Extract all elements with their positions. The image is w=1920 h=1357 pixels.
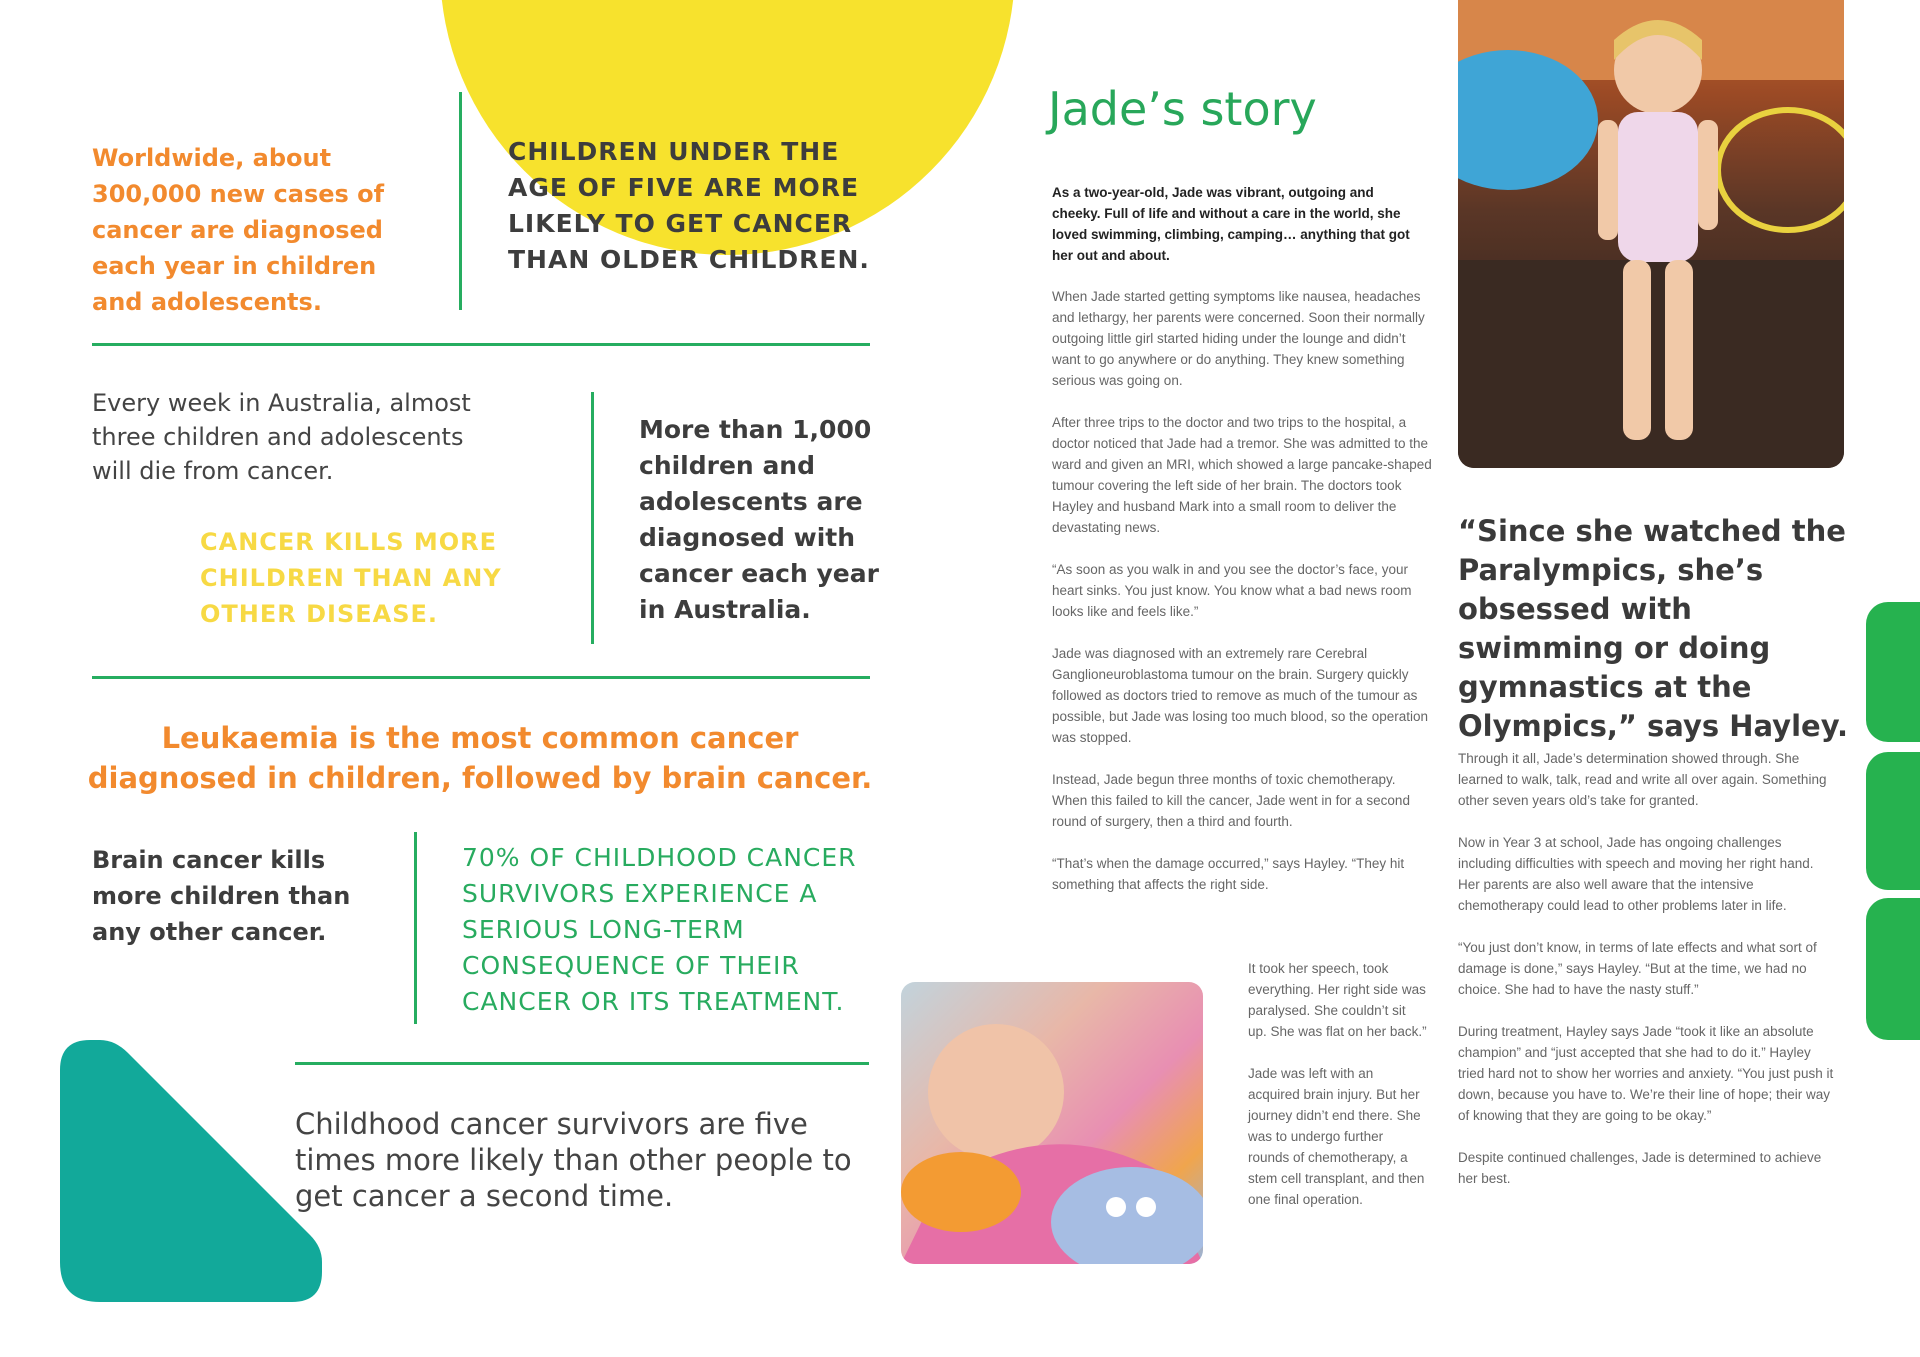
divider-vertical-2 [591,392,594,644]
story-column-2 [1248,958,1428,1231]
story-title: Jade’s story [1048,82,1317,136]
side-tab-3 [1866,898,1920,1040]
story-paragraph: Jade was diagnosed with an extremely rare Cerebral Ganglioneuroblastoma tumour on the brain. Surgery quickly followed as doctors tried to remove as much of the tumour as possible, but Jade was losing too much blood, so the operation was stopped. [1052,646,1428,745]
divider-horizontal-3 [295,1062,869,1065]
photo-jade-hospital [901,982,1203,1264]
story-paragraph: “As soon as you walk in and you see the doctor’s face, your heart sinks. You just know. You know what a bad news room looks like and feels like.” [1052,562,1412,619]
stat-brain-cancer: Brain cancer kills more children than any other cancer. [92,846,351,946]
stat-seventy-percent: 70% OF CHILDHOOD CANCER SURVIVORS EXPERIENCE A SERIOUS LONG-TERM CONSEQUENCE OF THEIR CANCER OR ITS TREATMENT. [462,843,857,1016]
story-column-3 [1458,748,1838,1210]
stat-under-five: CHILDREN UNDER THE AGE OF FIVE ARE MORE LIKELY TO GET CANCER THAN OLDER CHILDREN. [508,137,870,274]
teal-triangle-decoration [60,1040,322,1302]
divider-vertical-1 [459,92,462,310]
story-paragraph: After three trips to the doctor and two trips to the hospital, a doctor noticed that Jade had a tremor. She was admitted to the ward and given an MRI, which showed a large pancake-shaped tumour covering the left side of her brain. The doctors took Hayley and husband Mark into a small room to deliver the devastating news. [1052,415,1432,535]
story-intro: As a two-year-old, Jade was vibrant, outgoing and cheeky. Full of life and without a care in the world, she loved swimming, climbing, camping… anything that got her out and about. [1052,185,1410,263]
divider-horizontal-2 [92,676,870,679]
photo-jade-standing [1458,0,1844,468]
stat-leukaemia: Leukaemia is the most common cancer diagnosed in children, followed by brain cancer. [87,721,873,795]
photo-jade-hospital-illustration [901,982,1203,1264]
story-paragraph: Jade was left with an acquired brain injury. But her journey didn’t end there. She was to undergo further rounds of chemotherapy, a stem cell transplant, and then one final operation. [1248,1066,1425,1207]
story-paragraph: It took her speech, took everything. Her right side was paralysed. She couldn’t sit up. She was flat on her back.” [1248,961,1427,1039]
stat-survivors-second-time: Childhood cancer survivors are five times more likely than other people to get cancer a second time. [295,1107,852,1213]
divider-horizontal-1 [92,343,870,346]
side-tab-1 [1866,602,1920,742]
stat-every-week: Every week in Australia, almost three children and adolescents will die from cancer. [92,389,471,485]
stat-worldwide-cases: Worldwide, about 300,000 new cases of cancer are diagnosed each year in children and adolescents. [92,144,385,316]
story-column-1 [1052,286,1432,916]
side-tab-2 [1866,752,1920,890]
story-paragraph: Despite continued challenges, Jade is determined to achieve her best. [1458,1150,1822,1186]
story-paragraph: “That’s when the damage occurred,” says Hayley. “They hit something that affects the right side. [1052,856,1405,892]
story-paragraph: “You just don’t know, in terms of late effects and what sort of damage is done,” says Hayley. “But at the time, we had no choice. She had to have the nasty stuff.” [1458,940,1817,997]
story-paragraph: When Jade started getting symptoms like nausea, headaches and lethargy, her parents were concerned. Soon their normally outgoing little girl started hiding under the lounge and didn’t want to go anywhere or do anything. They knew something serious was going on. [1052,289,1425,388]
pull-quote: “Since she watched the Paralympics, she’s obsessed with swimming or doing gymnastics at the Olympics,” says Hayley. [1458,514,1848,743]
photo-jade-standing-illustration [1458,0,1844,468]
divider-vertical-3 [414,832,417,1024]
stat-more-than-1000: More than 1,000 children and adolescents are diagnosed with cancer each year in Australia. [639,415,879,624]
story-paragraph: Through it all, Jade’s determination showed through. She learned to walk, talk, read and write all over again. Something other seven years old’s take for granted. [1458,751,1827,808]
story-paragraph: Now in Year 3 at school, Jade has ongoing challenges including difficulties with speech and moving her right hand. Her parents are also well aware that the intensive chemotherapy could lead to other problems later in life. [1458,835,1814,913]
story-paragraph: Instead, Jade begun three months of toxic chemotherapy. When this failed to kill the cancer, Jade went in for a second round of surgery, then a third and fourth. [1052,772,1410,829]
story-paragraph: During treatment, Hayley says Jade “took it like an absolute champion” and “just accepted that she had to do it.” Hayley tried hard not to show her worries and anxiety. “You just push it down, because you have to. We’re their line of hope; their way of knowing that they are going to be okay.” [1458,1024,1834,1123]
stat-cancer-kills-more: CANCER KILLS MORE CHILDREN THAN ANY OTHER DISEASE. [200,528,502,628]
